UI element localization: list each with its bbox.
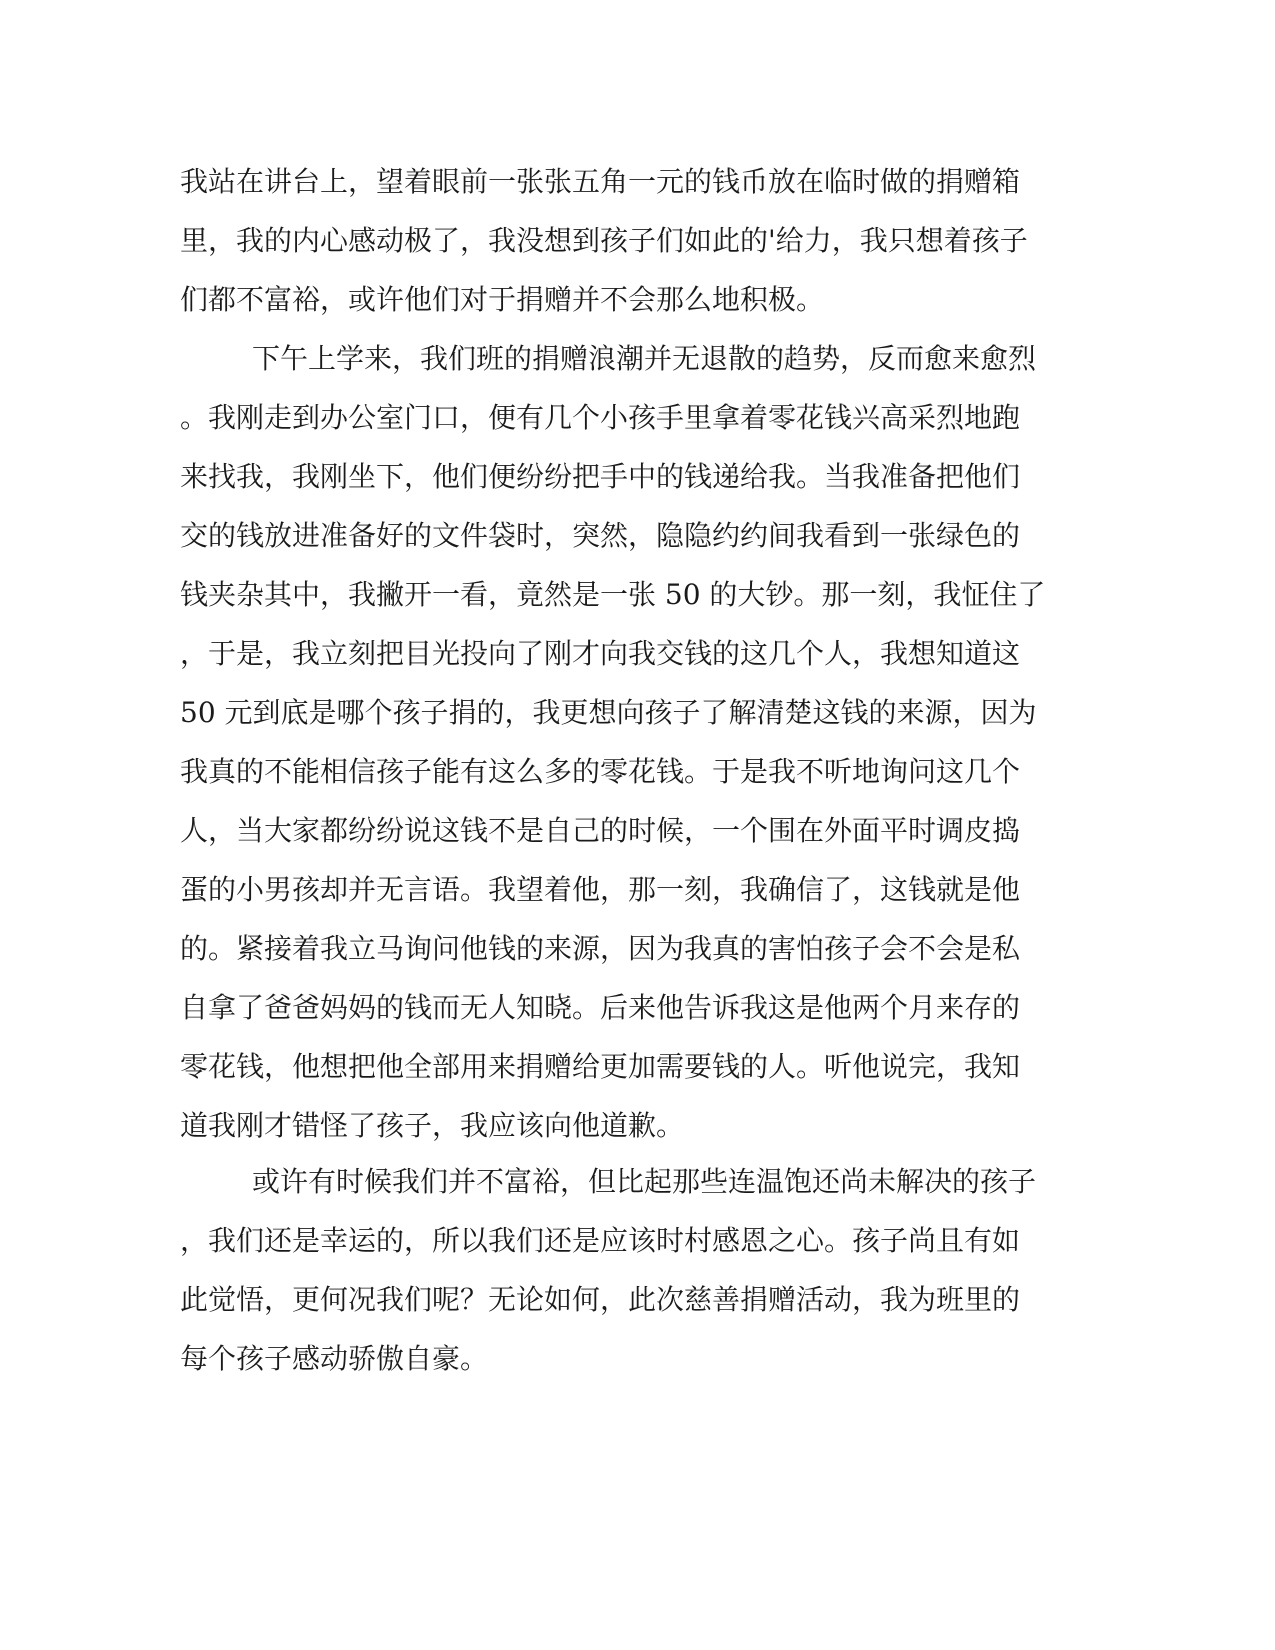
text-line: 里，我的内心感动极了，我没想到孩子们如此的'给力，我只想着孩子 [180,224,1028,257]
text-line: 交的钱放进准备好的文件袋时，突然，隐隐约约间我看到一张绿色的 [180,519,1021,552]
text-line: 50 元到底是哪个孩子捐的，我更想向孩子了解清楚这钱的来源，因为 [180,696,1037,729]
text-line: 。我刚走到办公室门口，便有几个小孩手里拿着零花钱兴高采烈地跑 [180,401,1021,434]
text-line: 蛋的小男孩却并无言语。我望着他，那一刻，我确信了，这钱就是他 [180,873,1021,906]
paragraph-3 [180,1152,1040,1388]
text-line: ，于是，我立刻把目光投向了刚才向我交钱的这几个人，我想知道这 [180,637,1021,670]
text-line: 下午上学来，我们班的捐赠浪潮并无退散的趋势，反而愈来愈烈 [252,342,1037,375]
text-line: 钱夹杂其中，我撇开一看，竟然是一张 50 的大钞。那一刻，我怔住了 [180,578,1046,611]
text-line: 人，当大家都纷纷说这钱不是自己的时候，一个围在外面平时调皮捣 [180,814,1021,847]
text-line: 的。紧接着我立马询问他钱的来源，因为我真的害怕孩子会不会是私 [180,932,1021,965]
text-line: 道我刚才错怪了孩子，我应该向他道歉。 [180,1109,685,1142]
text-line: ，我们还是幸运的，所以我们还是应该时村感恩之心。孩子尚且有如 [180,1224,1021,1257]
text-line: 来找我，我刚坐下，他们便纷纷把手中的钱递给我。当我准备把他们 [180,460,1021,493]
text-line: 此觉悟，更何况我们呢？无论如何，此次慈善捐赠活动，我为班里的 [180,1283,1021,1316]
text-line: 我真的不能相信孩子能有这么多的零花钱。于是我不听地询问这几个 [180,755,1021,788]
paragraph-1 [180,152,1040,329]
text-line: 或许有时候我们并不富裕，但比起那些连温饱还尚未解决的孩子 [252,1165,1037,1198]
text-line: 我站在讲台上，望着眼前一张张五角一元的钱币放在临时做的捐赠箱 [180,165,1021,198]
text-line: 自拿了爸爸妈妈的钱而无人知晓。后来他告诉我这是他两个月来存的 [180,991,1021,1024]
text-line: 们都不富裕，或许他们对于捐赠并不会那么地积极。 [180,283,825,316]
text-line: 零花钱，他想把他全部用来捐赠给更加需要钱的人。听他说完，我知 [180,1050,1021,1083]
text-line: 每个孩子感动骄傲自豪。 [180,1342,489,1375]
paragraph-2 [180,329,1046,1155]
